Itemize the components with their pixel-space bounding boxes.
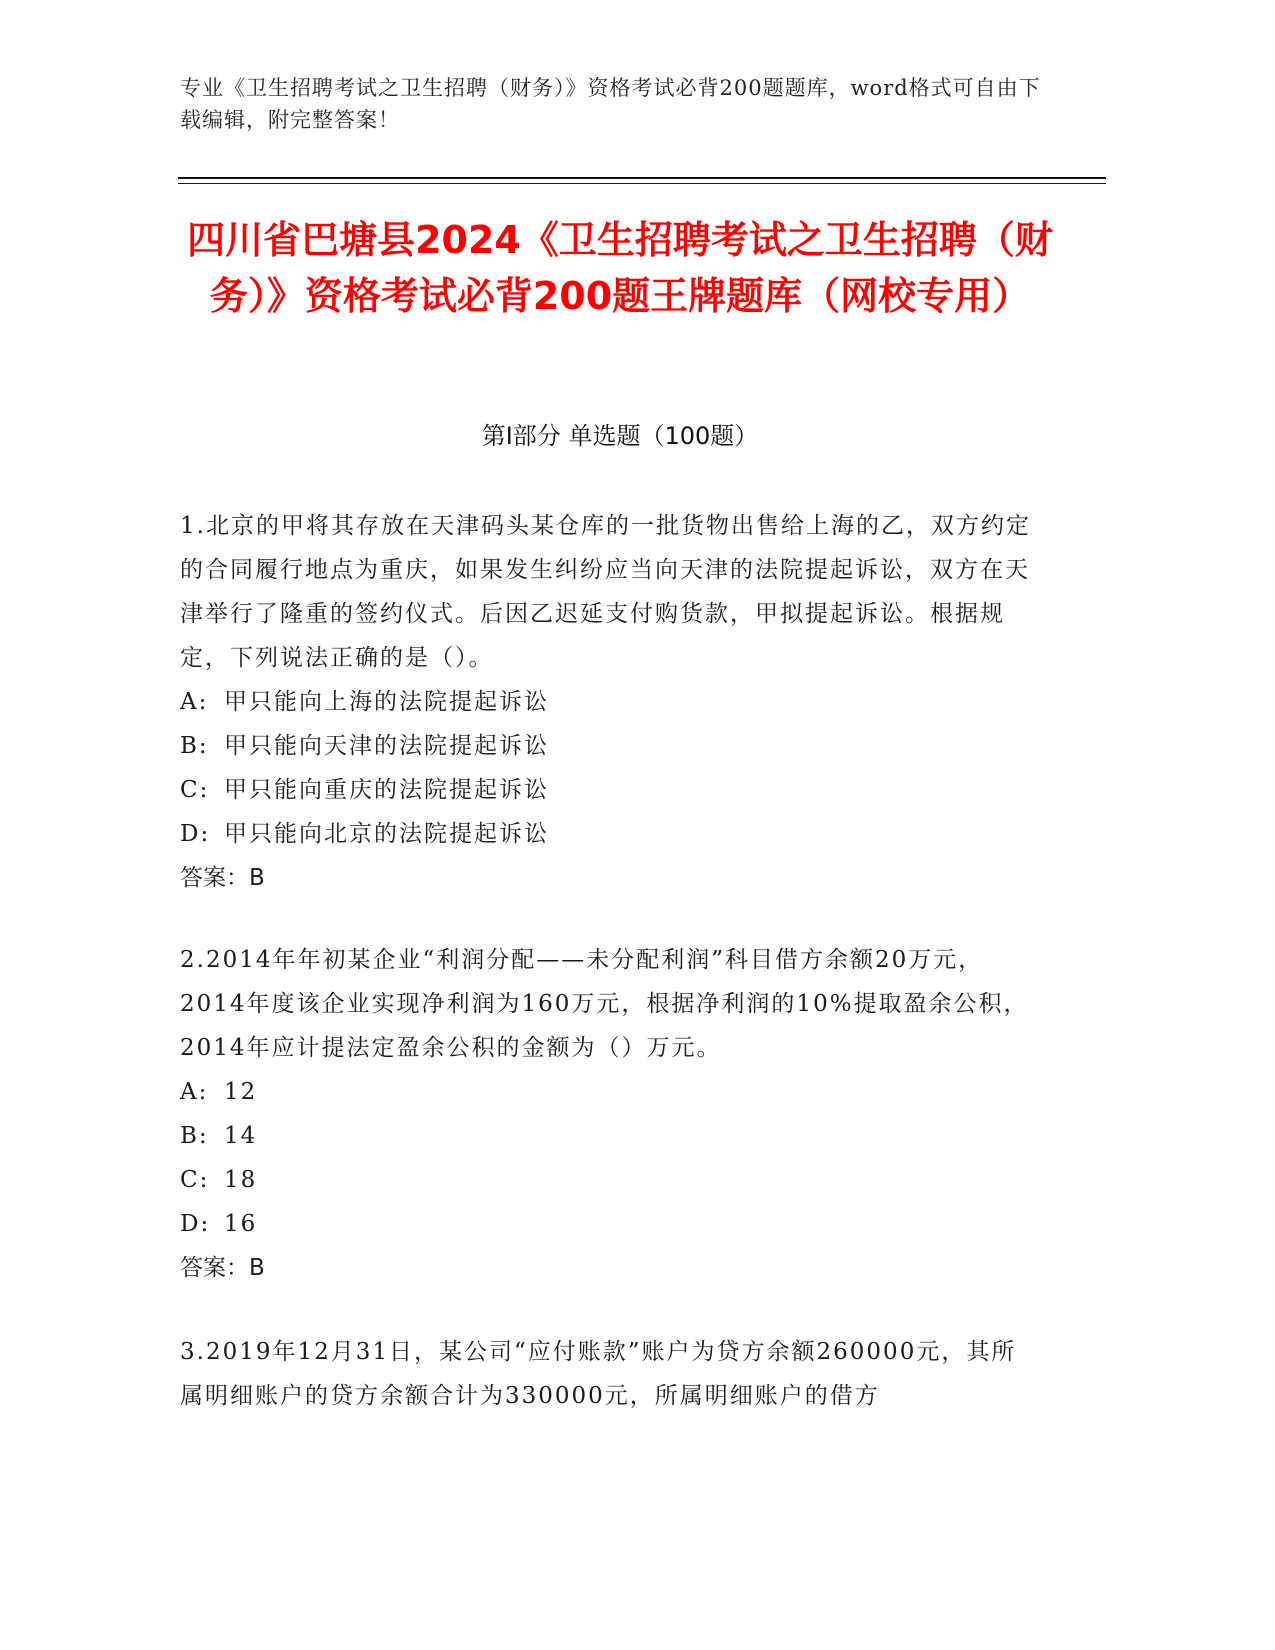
option-a	[180, 680, 1040, 724]
option-text: 14	[224, 1123, 258, 1149]
option-key: C:	[180, 777, 210, 803]
option-key: A:	[180, 1079, 209, 1105]
option-text: 甲只能向重庆的法院提起诉讼	[224, 777, 549, 803]
option-text: 甲只能向天津的法院提起诉讼	[224, 733, 549, 759]
header-rule-thick	[178, 177, 1106, 179]
question-text: 3.2019年12月31日，某公司“应付账款”账户为贷方余额260000元，其所属明细账户的贷方余额合计为330000元，所属明细账户的借方	[180, 1339, 1017, 1409]
option-key: D:	[180, 1211, 211, 1237]
option-text: 甲只能向北京的法院提起诉讼	[224, 821, 549, 847]
document-title: 四川省巴塘县2024《卫生招聘考试之卫生招聘（财务）》资格考试必背200题王牌题库（网校专用）	[187, 218, 1053, 318]
option-key: C:	[180, 1167, 210, 1193]
option-key: D:	[180, 821, 211, 847]
question-2	[180, 938, 1040, 1290]
question-3	[180, 1330, 1040, 1418]
section-title: 第I部分 单选题（100题）	[481, 422, 759, 450]
header-rule-thin	[178, 183, 1106, 184]
question-1	[180, 504, 1040, 900]
option-text: 甲只能向上海的法院提起诉讼	[224, 689, 549, 715]
option-b	[180, 724, 1040, 768]
option-d	[180, 812, 1040, 856]
question-text: 1.北京的甲将其存放在天津码头某仓库的一批货物出售给上海的乙，双方约定的合同履行地点为重庆，如果发生纠纷应当向天津的法院提起诉讼，双方在天津举行了隆重的签约仪式。后因乙迟延支付购货款，甲拟提起诉讼。根据规定，下列说法正确的是（）。	[180, 513, 1031, 671]
answer: 答案：B	[180, 1255, 265, 1281]
option-c	[180, 1158, 1040, 1202]
header-note: 专业《卫生招聘考试之卫生招聘（财务）》资格考试必背200题题库，word格式可自由下载编辑，附完整答案！	[180, 76, 1041, 132]
option-d	[180, 1202, 1040, 1246]
option-key: A:	[180, 689, 209, 715]
option-b	[180, 1114, 1040, 1158]
option-text: 18	[224, 1167, 258, 1193]
option-c	[180, 768, 1040, 812]
option-a	[180, 1070, 1040, 1114]
question-text: 2.2014年年初某企业“利润分配——未分配利润”科目借方余额20万元，2014年度该企业实现净利润为160万元，根据净利润的10%提取盈余公积，2014年应计提法定盈余公积的金额为（）万元。	[180, 947, 1029, 1061]
option-text: 16	[224, 1211, 258, 1237]
option-key: B:	[180, 733, 209, 759]
option-key: B:	[180, 1123, 209, 1149]
option-text: 12	[224, 1079, 258, 1105]
answer: 答案：B	[180, 865, 265, 891]
